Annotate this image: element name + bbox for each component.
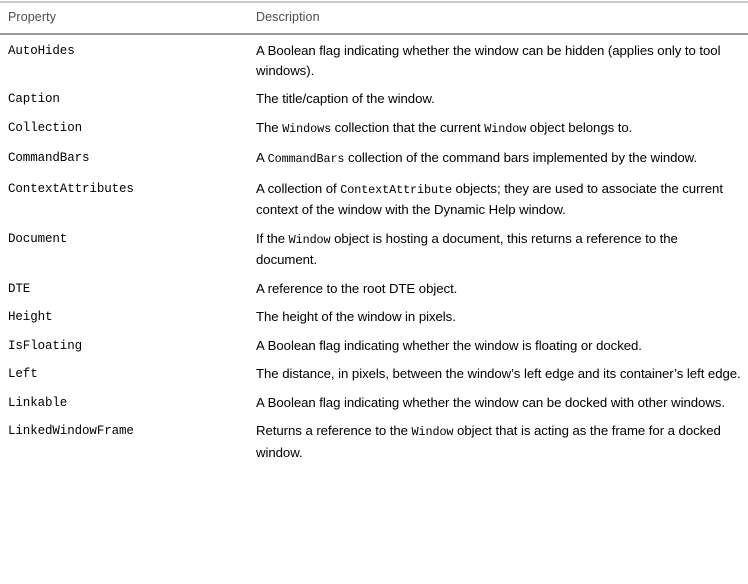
description-text: objects; they are used to associate the current context of the window with the Dynamic Help window.	[256, 180, 723, 217]
property-description-cell	[256, 421, 742, 462]
property-name-cell: ContextAttributes	[8, 181, 134, 196]
property-description-cell	[256, 41, 742, 80]
table-row	[0, 393, 748, 422]
property-name-cell: LinkedWindowFrame	[8, 424, 134, 438]
table-row	[0, 148, 748, 179]
description-text: object that is acting as the frame for a docked window.	[256, 423, 721, 460]
description-text: A Boolean flag indicating whether the window can be docked with other windows.	[256, 394, 725, 410]
property-description-cell	[256, 118, 742, 140]
table-row	[0, 307, 748, 336]
description-text: The title/caption of the window.	[256, 91, 435, 106]
description-text: Returns a reference to the	[256, 423, 412, 438]
inline-code-token: CommandBars	[267, 152, 345, 166]
table-row	[0, 364, 748, 393]
inline-code-token: ContextAttribute	[340, 182, 452, 197]
description-text: A collection of	[256, 180, 341, 196]
table-row	[0, 89, 748, 118]
table-top-rule	[0, 1, 748, 3]
property-name-cell: Caption	[8, 92, 60, 106]
description-text: collection that the current	[331, 119, 485, 135]
property-description-cell	[256, 179, 742, 220]
inline-code-token: Windows	[282, 121, 332, 136]
property-description-cell	[256, 364, 742, 384]
table-row	[0, 229, 748, 279]
property-description-cell	[256, 229, 742, 270]
description-text: If the	[256, 230, 289, 246]
column-header-description: Description	[256, 10, 320, 24]
property-name-cell: IsFloating	[8, 338, 83, 353]
property-description-cell	[256, 89, 742, 109]
description-text: A Boolean flag indicating whether the window is floating or docked.	[256, 337, 642, 353]
description-text: collection of the command bars implemented by the window.	[344, 150, 698, 165]
property-name-cell: AutoHides	[8, 44, 75, 58]
property-description-cell	[256, 279, 742, 299]
description-text: The height of the window in pixels.	[256, 309, 456, 324]
description-text: object belongs to.	[526, 119, 633, 135]
property-name-cell: Left	[8, 367, 38, 381]
inline-code-token: Window	[484, 121, 527, 136]
description-text: A	[256, 150, 268, 165]
property-description-cell	[256, 148, 742, 170]
table-row	[0, 279, 748, 308]
property-name-cell: Document	[8, 231, 68, 246]
column-header-property: Property	[8, 10, 57, 24]
property-name-cell: Collection	[8, 120, 83, 135]
table-row	[0, 41, 748, 89]
property-name-cell: Height	[8, 310, 53, 324]
property-name-cell: DTE	[8, 281, 31, 296]
description-text: A reference to the root DTE object.	[256, 280, 458, 296]
property-name-cell: CommandBars	[8, 151, 90, 165]
table-row	[0, 336, 748, 365]
inline-code-token: Window	[411, 425, 454, 439]
description-text: The distance, in pixels, between the window’s left edge and its container’s left edge.	[256, 366, 741, 381]
table-body	[0, 41, 748, 471]
table-header-rule	[0, 33, 748, 35]
property-description-cell	[256, 307, 742, 327]
table-row	[0, 421, 748, 471]
table-header-row	[0, 9, 748, 33]
table-row	[0, 118, 748, 149]
property-description-cell	[256, 393, 742, 413]
description-text: A Boolean flag indicating whether the window can be hidden (applies only to tool windows).	[256, 43, 721, 78]
property-name-cell: Linkable	[8, 395, 68, 410]
inline-code-token: Window	[288, 232, 331, 247]
description-text: object is hosting a document, this returns a reference to the document.	[256, 230, 678, 267]
property-description-cell	[256, 336, 742, 356]
table-row	[0, 179, 748, 229]
description-text: The	[256, 119, 283, 135]
